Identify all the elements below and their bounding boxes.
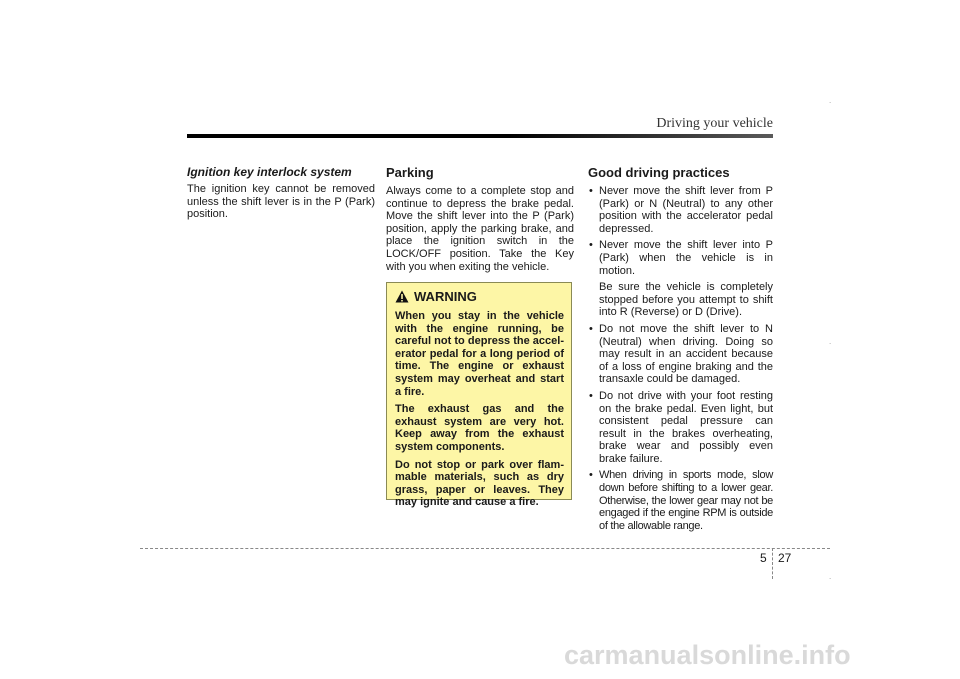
list-item: • Do not drive with your foot resting on the brake pedal. Even light, but consistent pedal pressure can result in the brakes overheating, brake wear and possibly even brake failure. bbox=[588, 390, 773, 466]
parking-heading: Parking bbox=[386, 165, 434, 180]
good-driving-list bbox=[588, 185, 773, 532]
margin-mark: . bbox=[829, 572, 832, 581]
watermark: carmanualsonline.info bbox=[564, 640, 851, 670]
list-item: • Never move the shift lever into P (Park) when the vehicle is in motion. bbox=[588, 239, 773, 277]
section-number: 5 bbox=[760, 551, 767, 565]
footer-divider bbox=[772, 548, 773, 579]
list-item: • When driving in sports mode, slow down before shifting to a lower gear. Otherwise, the lower gear may not be engaged if the engine RPM is outside of the allowable range. bbox=[588, 469, 773, 532]
column-good-driving bbox=[588, 165, 773, 536]
list-item: • Do not move the shift lever to N (Neutral) when driving. Doing so may result in an accident because of a loss of engine braking and the transaxle could be damaged. bbox=[588, 323, 773, 386]
footer-rule bbox=[140, 548, 830, 549]
list-item: Be sure the vehicle is completely stopped before you attempt to shift into R (Reverse) or D (Drive). bbox=[599, 281, 773, 319]
warning-title: WARNING bbox=[414, 289, 477, 304]
page-number: 27 bbox=[778, 551, 792, 565]
section-title: Driving your vehicle bbox=[656, 116, 773, 131]
column-parking bbox=[386, 165, 574, 273]
warning-paragraph: The exhaust gas and the exhaust system are very hot. Keep away from the exhaust system components. bbox=[395, 403, 564, 453]
warning-paragraph: Do not stop or park over flam-mable materials, such as dry grass, paper or leaves. They may ignite and cause a fire. bbox=[395, 458, 564, 509]
warning-triangle-icon bbox=[395, 290, 409, 303]
list-item: • Never move the shift lever from P (Park) or N (Neutral) to any other position with the accelerator pedal depressed. bbox=[588, 185, 773, 235]
ignition-interlock-text: The ignition key cannot be removed unless the shift lever is in the P (Park) position. bbox=[187, 183, 375, 221]
margin-mark: . bbox=[829, 96, 832, 105]
ignition-interlock-heading: Ignition key interlock system bbox=[187, 165, 352, 179]
header-rule bbox=[187, 134, 773, 138]
margin-mark: . bbox=[829, 337, 832, 346]
parking-text: Always come to a complete stop and continue to depress the brake pedal. Move the shift lever into the P (Park) position, apply the parking brake, and place the ignition switch in the LOCK/OFF position. Take the Key with you when exiting the vehicle. bbox=[386, 185, 574, 273]
column-ignition-interlock bbox=[187, 165, 375, 221]
good-driving-heading: Good driving practices bbox=[588, 165, 730, 180]
warning-box bbox=[386, 282, 572, 509]
warning-header bbox=[395, 289, 564, 304]
warning-paragraph: When you stay in the vehicle with the engine running, be careful not to depress the accel-erator pedal for a long period of time. The engine or exhaust system may overheat and start a fire. bbox=[395, 310, 564, 398]
